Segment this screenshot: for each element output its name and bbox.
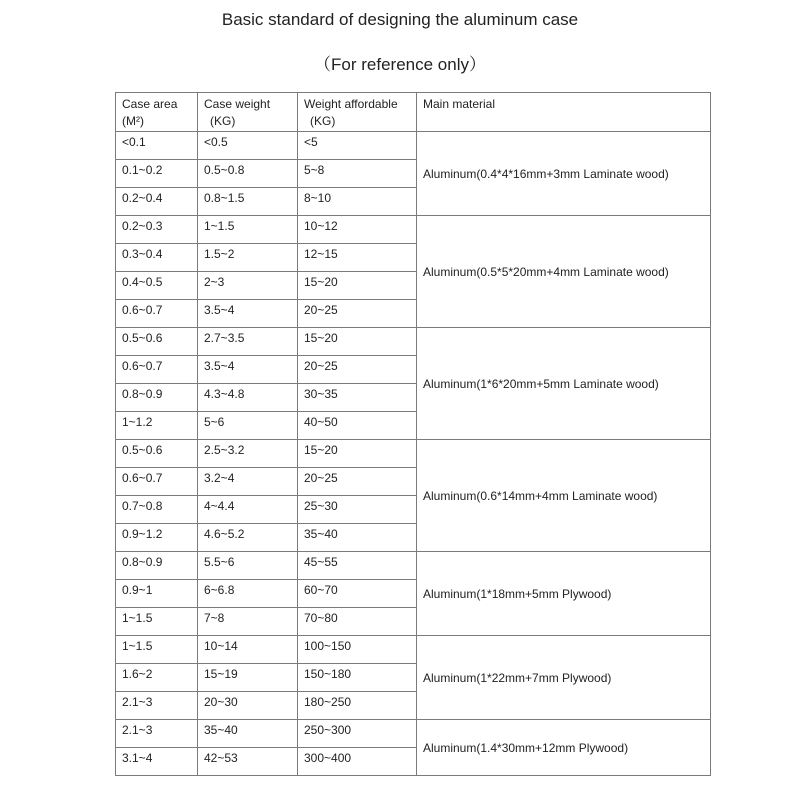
- cell-weight-affordable: 20~25: [298, 356, 417, 384]
- cell-case-area: 0.3~0.4: [116, 244, 198, 272]
- cell-main-material: Aluminum(0.6*14mm+4mm Laminate wood): [417, 440, 711, 552]
- cell-case-area: 1~1.2: [116, 412, 198, 440]
- cell-weight-affordable: 100~150: [298, 636, 417, 664]
- cell-case-area: 0.5~0.6: [116, 440, 198, 468]
- cell-case-weight: 4.3~4.8: [198, 384, 298, 412]
- table-row: [116, 636, 711, 664]
- cell-main-material: Aluminum(1*22mm+7mm Plywood): [417, 636, 711, 720]
- cell-case-weight: 0.5~0.8: [198, 160, 298, 188]
- cell-weight-affordable: 180~250: [298, 692, 417, 720]
- cell-weight-affordable: 12~15: [298, 244, 417, 272]
- cell-weight-affordable: 35~40: [298, 524, 417, 552]
- cell-main-material: Aluminum(1*18mm+5mm Plywood): [417, 552, 711, 636]
- cell-weight-affordable: 60~70: [298, 580, 417, 608]
- cell-case-area: 1~1.5: [116, 608, 198, 636]
- cell-main-material: Aluminum(0.5*5*20mm+4mm Laminate wood): [417, 216, 711, 328]
- cell-weight-affordable: 20~25: [298, 468, 417, 496]
- page-title: Basic standard of designing the aluminum case: [221, 10, 579, 29]
- header-line: Case weight: [204, 97, 271, 111]
- cell-case-area: 0.1~0.2: [116, 160, 198, 188]
- header-case-area: [116, 93, 198, 132]
- cell-weight-affordable: <5: [298, 132, 417, 160]
- cell-case-weight: 7~8: [198, 608, 298, 636]
- cell-case-area: 0.7~0.8: [116, 496, 198, 524]
- cell-case-weight: 2~3: [198, 272, 298, 300]
- cell-case-weight: 5~6: [198, 412, 298, 440]
- cell-main-material: Aluminum(1.4*30mm+12mm Plywood): [417, 720, 711, 776]
- cell-case-area: 0.8~0.9: [116, 552, 198, 580]
- cell-case-area: 2.1~3: [116, 720, 198, 748]
- page-subtitle: （For reference only）: [314, 55, 486, 74]
- cell-case-area: 1~1.5: [116, 636, 198, 664]
- cell-case-area: 0.6~0.7: [116, 356, 198, 384]
- cell-case-area: 0.9~1.2: [116, 524, 198, 552]
- header-main-material: [417, 93, 711, 132]
- cell-case-area: 0.9~1: [116, 580, 198, 608]
- cell-case-area: 0.8~0.9: [116, 384, 198, 412]
- cell-case-weight: 15~19: [198, 664, 298, 692]
- cell-case-area: 0.2~0.3: [116, 216, 198, 244]
- cell-case-weight: 1.5~2: [198, 244, 298, 272]
- cell-weight-affordable: 10~12: [298, 216, 417, 244]
- table-row: [116, 216, 711, 244]
- cell-weight-affordable: 45~55: [298, 552, 417, 580]
- cell-case-weight: 6~6.8: [198, 580, 298, 608]
- cell-case-weight: 2.5~3.2: [198, 440, 298, 468]
- cell-case-weight: <0.5: [198, 132, 298, 160]
- cell-case-weight: 4~4.4: [198, 496, 298, 524]
- cell-case-weight: 3.2~4: [198, 468, 298, 496]
- cell-weight-affordable: 70~80: [298, 608, 417, 636]
- cell-weight-affordable: 15~20: [298, 272, 417, 300]
- cell-case-weight: 35~40: [198, 720, 298, 748]
- header-unit: (KG): [210, 114, 236, 128]
- cell-weight-affordable: 8~10: [298, 188, 417, 216]
- cell-case-weight: 4.6~5.2: [198, 524, 298, 552]
- cell-case-weight: 1~1.5: [198, 216, 298, 244]
- cell-case-area: 0.5~0.6: [116, 328, 198, 356]
- cell-case-weight: 42~53: [198, 748, 298, 776]
- cell-case-area: <0.1: [116, 132, 198, 160]
- cell-main-material: Aluminum(0.4*4*16mm+3mm Laminate wood): [417, 132, 711, 216]
- cell-weight-affordable: 250~300: [298, 720, 417, 748]
- cell-weight-affordable: 20~25: [298, 300, 417, 328]
- case-spec-table: [115, 92, 711, 776]
- cell-weight-affordable: 150~180: [298, 664, 417, 692]
- cell-weight-affordable: 5~8: [298, 160, 417, 188]
- cell-weight-affordable: 30~35: [298, 384, 417, 412]
- cell-case-weight: 20~30: [198, 692, 298, 720]
- header-unit: (M²): [122, 114, 144, 128]
- cell-weight-affordable: 15~20: [298, 328, 417, 356]
- cell-case-area: 0.4~0.5: [116, 272, 198, 300]
- cell-case-weight: 3.5~4: [198, 356, 298, 384]
- cell-case-weight: 0.8~1.5: [198, 188, 298, 216]
- cell-main-material: Aluminum(1*6*20mm+5mm Laminate wood): [417, 328, 711, 440]
- cell-case-weight: 5.5~6: [198, 552, 298, 580]
- cell-weight-affordable: 25~30: [298, 496, 417, 524]
- cell-case-area: 0.6~0.7: [116, 300, 198, 328]
- table-row: [116, 328, 711, 356]
- cell-weight-affordable: 15~20: [298, 440, 417, 468]
- table-row: [116, 440, 711, 468]
- header-case-weight: [198, 93, 298, 132]
- cell-weight-affordable: 40~50: [298, 412, 417, 440]
- header-weight-affordable: [298, 93, 417, 132]
- cell-case-area: 1.6~2: [116, 664, 198, 692]
- header-line: Weight affordable: [304, 97, 398, 111]
- table-row: [116, 720, 711, 748]
- header-line: Main material: [423, 97, 496, 111]
- cell-case-area: 0.2~0.4: [116, 188, 198, 216]
- table-row: [116, 552, 711, 580]
- table-header-row: [116, 93, 711, 132]
- header-line: Case area: [122, 97, 178, 111]
- cell-weight-affordable: 300~400: [298, 748, 417, 776]
- cell-case-area: 0.6~0.7: [116, 468, 198, 496]
- table-row: [116, 132, 711, 160]
- cell-case-area: 3.1~4: [116, 748, 198, 776]
- cell-case-weight: 2.7~3.5: [198, 328, 298, 356]
- cell-case-weight: 10~14: [198, 636, 298, 664]
- header-unit: (KG): [310, 114, 336, 128]
- cell-case-area: 2.1~3: [116, 692, 198, 720]
- cell-case-weight: 3.5~4: [198, 300, 298, 328]
